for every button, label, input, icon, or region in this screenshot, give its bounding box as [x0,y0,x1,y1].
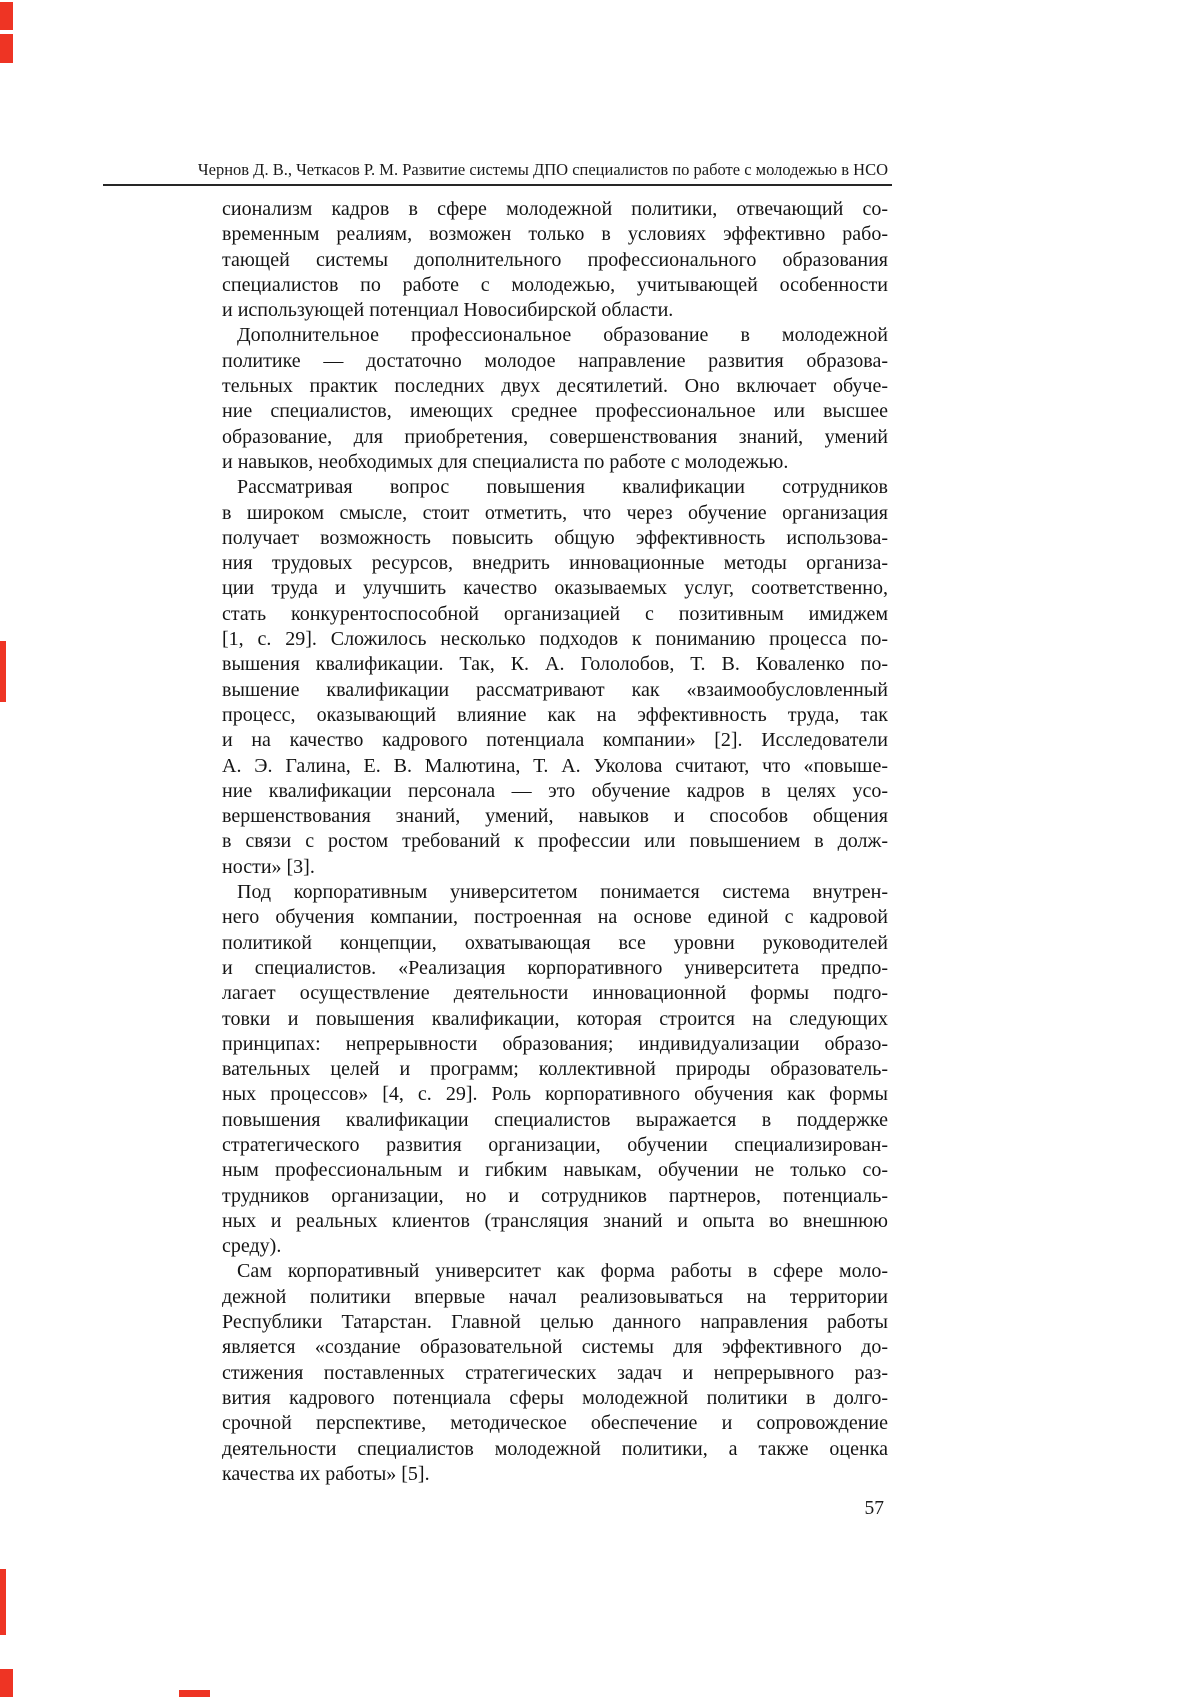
header-rule [103,184,892,186]
paragraph [222,475,888,880]
text-line: и специалистов. «Реализация корпоративного университета предпо- [222,956,888,979]
text-line: деятельности специалистов молодежной политики, а также оценка [222,1437,888,1460]
text-line: политике — достаточно молодое направление развития образова- [222,349,888,372]
text-line: [1, с. 29]. Сложилось несколько подходов к пониманию процесса по- [222,628,888,651]
text-line: политикой концепции, охватывающая все уровни руководителей [222,931,888,954]
text-line: повышения квалификации специалистов выражается в поддержке [222,1108,888,1131]
text-line: является «создание образовательной системы для эффективного до- [222,1336,888,1359]
text-line: сионализм кадров в сфере молодежной политики, отвечающий со- [222,198,888,220]
text-line: специалистов по работе с молодежью, учитывающей особенности [222,273,888,296]
text-line: вершенствования знаний, умений, навыков и способов общения [222,805,888,828]
text-line: получает возможность повысить общую эффективность использова- [222,526,888,549]
article-body [222,197,888,1487]
text-line: Дополнительное профессиональное образование в молодежной [237,324,888,347]
text-line: ности» [3]. [222,855,315,878]
text-line: Республики Татарстан. Главной целью данного направления работы [222,1311,888,1334]
text-line: и на качество кадрового потенциала компании» [2]. Исследователи [222,729,888,752]
text-line: стать конкурентоспособной организацией с позитивным имиджем [222,602,888,625]
text-line: и навыков, необходимых для специалиста по работе с молодежью. [222,450,789,473]
text-line: образование, для приобретения, совершенствования знаний, умений [222,425,888,448]
text-line: Сам корпоративный университет как форма работы в сфере моло- [237,1260,888,1283]
text-line: процесс, оказывающий влияние как на эффективность труда, так [222,703,888,726]
text-line: ным профессиональным и гибким навыкам, обучении не только со- [222,1159,888,1182]
text-line: среду). [222,1235,282,1258]
text-line: срочной перспективе, методическое обеспечение и сопровождение [222,1412,888,1435]
text-line: тельных практик последних двух десятилетий. Оно включает обуче- [222,375,888,398]
paragraph [222,323,888,475]
text-line: ных процессов» [4, с. 29]. Роль корпоративного обучения как формы [222,1083,888,1106]
text-line: качества их работы» [5]. [222,1462,430,1485]
scan-mark-top-2 [0,34,13,63]
running-header: Чернов Д. В., Четкасов Р. М. Развитие системы ДПО специалистов по работе с молодежью в НСО [197,160,888,179]
text-line: А. Э. Галина, Е. В. Малютина, Т. А. Уколова считают, что «повыше- [222,754,888,777]
text-line: вышение квалификации рассматривают как «взаимообусловленный [222,678,888,701]
text-line: дежной политики впервые начал реализовываться на территории [222,1285,888,1308]
text-line: ных и реальных клиентов (трансляция знаний и опыта во внешнюю [222,1209,888,1232]
text-line: ние специалистов, имеющих среднее профессиональное или высшее [222,400,888,423]
text-line: стратегического развития организации, обучении специализирован- [222,1133,888,1156]
text-line: ции труда и улучшить качество оказываемых услуг, соответственно, [222,577,888,600]
text-line: Рассматривая вопрос повышения квалификации сотрудников [237,476,888,499]
paragraph [222,197,888,323]
text-line: принципах: непрерывности образования; индивидуализации образо- [222,1032,888,1055]
text-line: и использующей потенциал Новосибирской области. [222,299,674,322]
scan-mark-top-1 [0,2,13,30]
text-line: Под корпоративным университетом понимается система внутрен- [237,881,888,904]
text-line: вательных целей и программ; коллективной природы образователь- [222,1058,888,1081]
text-line: ние квалификации персонала — это обучение кадров в целях усо- [222,779,888,802]
scan-mark-left-lower [0,1569,6,1635]
text-line: в широком смысле, стоит отметить, что через обучение организация [222,501,888,524]
text-line: него обучения компании, построенная на основе единой с кадровой [222,906,888,929]
text-line: вышения квалификации. Так, К. А. Гололобов, Т. В. Коваленко по- [222,653,888,676]
scan-mark-bottom-edge [179,1690,210,1697]
paragraph [222,880,888,1259]
scan-mark-left-middle [0,641,6,702]
text-line: временным реалиям, возможен только в условиях эффективно рабо- [222,223,888,246]
text-line: товки и повышения квалификации, которая строится на следующих [222,1007,888,1030]
paragraph [222,1259,888,1487]
text-line: трудников организации, но и сотрудников партнеров, потенциаль- [222,1184,888,1207]
text-line: лагает осуществление деятельности инновационной формы подго- [222,982,888,1005]
text-line: тающей системы дополнительного профессионального образования [222,248,888,271]
text-line: в связи с ростом требований к профессии или повышением в долж- [222,830,888,853]
page-number: 57 [864,1498,884,1519]
text-line: ния трудовых ресурсов, внедрить инновационные методы организа- [222,552,888,575]
text-line: стижения поставленных стратегических задач и непрерывного раз- [222,1361,888,1384]
text-line: вития кадрового потенциала сферы молодежной политики в долго- [222,1386,888,1409]
scan-mark-bottom-corner [0,1669,13,1697]
